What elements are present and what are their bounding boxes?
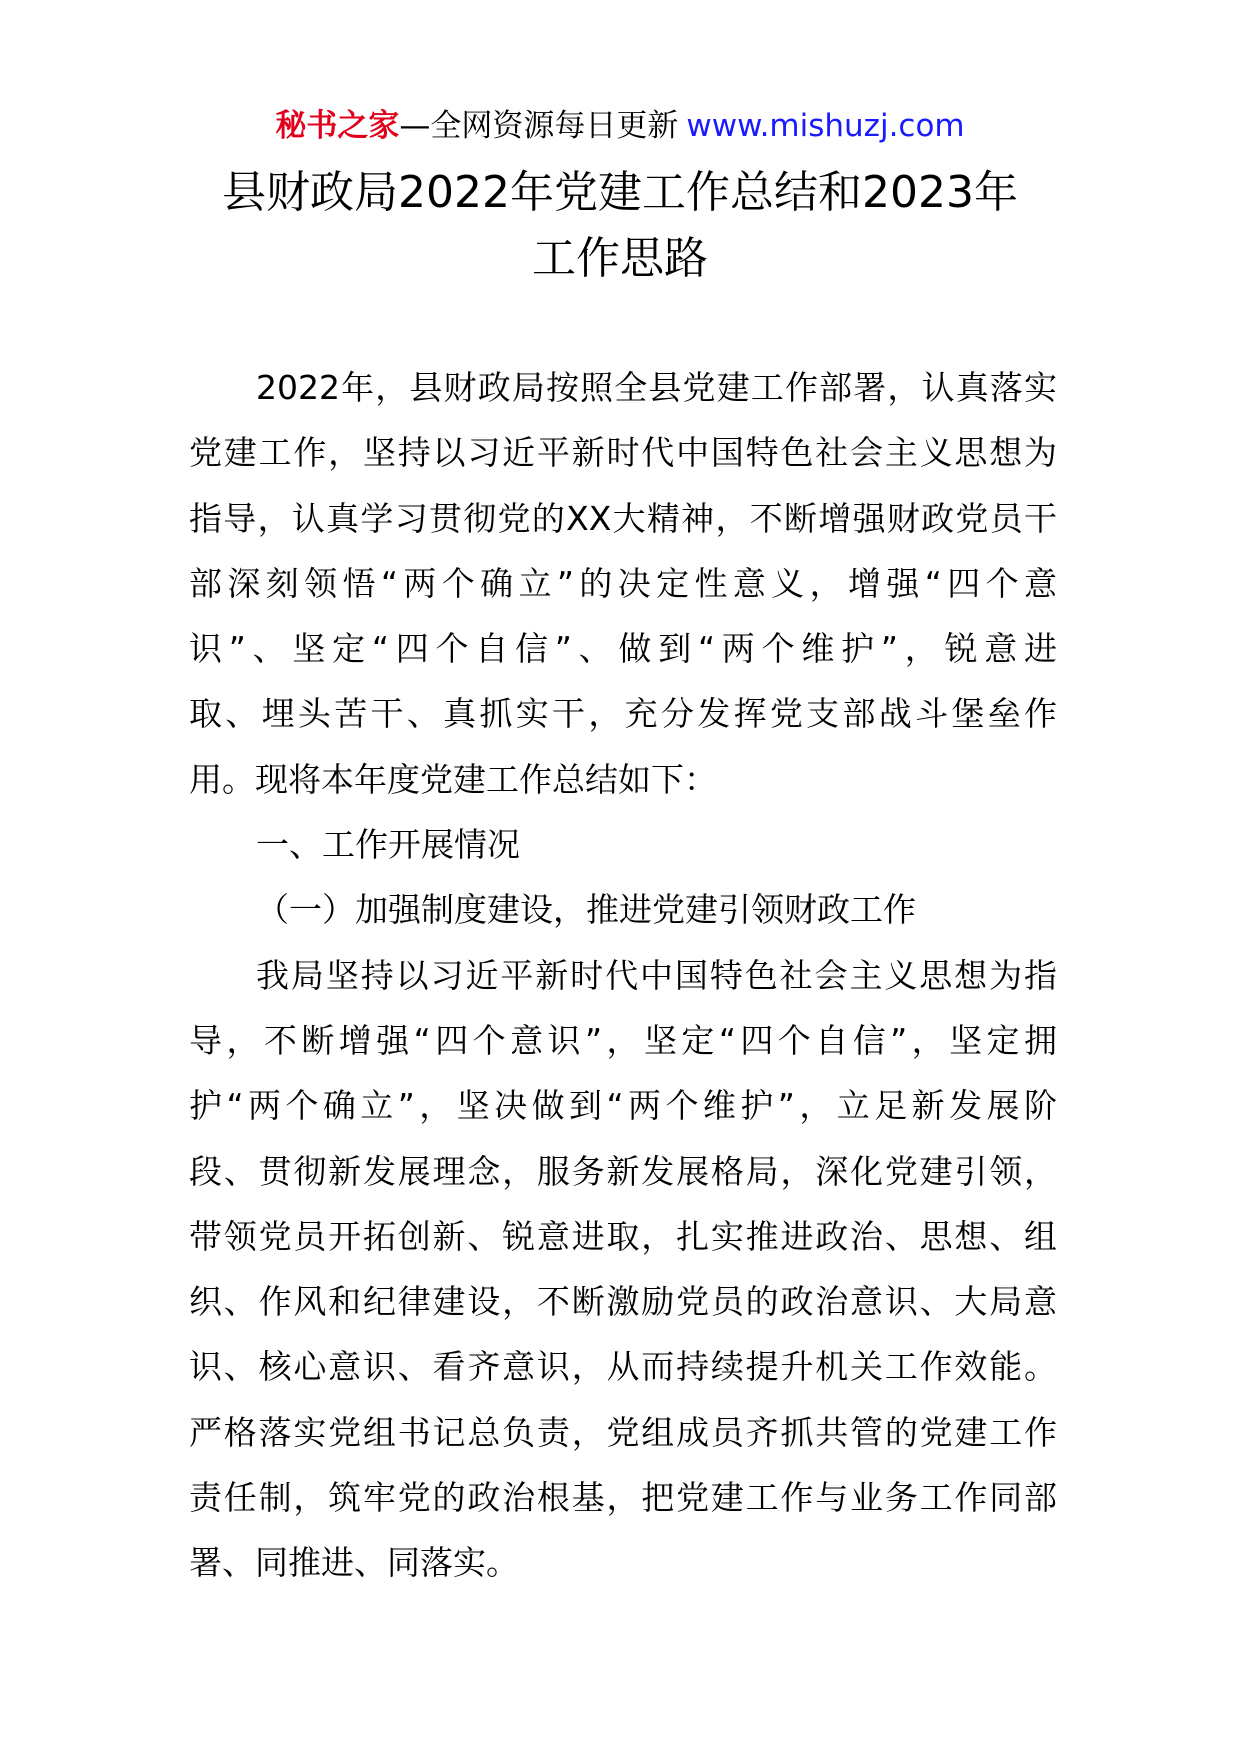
document-title-line-1: 县财政局2022年党建工作总结和2023年 bbox=[222, 167, 1018, 218]
intro-line: 取、埋头苦干、真抓实干，充分发挥党支部战斗堡垒作 bbox=[189, 694, 1057, 734]
paragraph-line: 织、作风和纪律建设，不断激励党员的政治意识、大局意 bbox=[189, 1282, 1057, 1322]
paragraph-line: 段、贯彻新发展理念，服务新发展格局，深化党建引领， bbox=[189, 1151, 1057, 1191]
banner-url: www.mishuzj.com bbox=[686, 108, 965, 144]
document-body bbox=[189, 355, 1057, 1596]
source-banner bbox=[0, 104, 1240, 148]
paragraph-line: 责任制，筑牢党的政治根基，把党建工作与业务工作同部 bbox=[189, 1478, 1057, 1518]
section-heading: 一、工作开展情况 bbox=[256, 825, 520, 865]
paragraph-line: 严格落实党组书记总负责，党组成员齐抓共管的党建工作 bbox=[189, 1412, 1057, 1452]
paragraph-line: 导，不断增强“四个意识”，坚定“四个自信”，坚定拥 bbox=[189, 1020, 1057, 1060]
intro-line: 用。现将本年度党建工作总结如下： bbox=[189, 759, 717, 799]
paragraph-line: 我局坚持以习近平新时代中国特色社会主义思想为指 bbox=[256, 955, 1057, 995]
banner-tagline: —全网资源每日更新 bbox=[399, 108, 679, 144]
paragraph-line: 署、同推进、同落实。 bbox=[189, 1543, 519, 1583]
paragraph-line: 识、核心意识、看齐意识，从而持续提升机关工作效能。 bbox=[189, 1347, 1057, 1387]
paragraph-line: 护“两个确立”，坚决做到“两个维护”，立足新发展阶 bbox=[189, 1086, 1057, 1126]
intro-line: 部深刻领悟“两个确立”的决定性意义，增强“四个意 bbox=[189, 563, 1057, 603]
document-title-line-2: 工作思路 bbox=[532, 233, 708, 284]
intro-line: 党建工作，坚持以习近平新时代中国特色社会主义思想为 bbox=[189, 433, 1057, 473]
intro-line: 2022年，县财政局按照全县党建工作部署，认真落实 bbox=[256, 368, 1057, 407]
brand-name: 秘书之家 bbox=[275, 108, 400, 144]
intro-line: 指导，认真学习贯彻党的XX大精神，不断增强财政党员干 bbox=[189, 498, 1057, 538]
intro-line: 识”、坚定“四个自信”、做到“两个维护”，锐意进 bbox=[189, 629, 1057, 669]
paragraph-line: 带领党员开拓创新、锐意进取，扎实推进政治、思想、组 bbox=[189, 1216, 1057, 1256]
subsection-heading: （一）加强制度建设，推进党建引领财政工作 bbox=[256, 890, 916, 930]
